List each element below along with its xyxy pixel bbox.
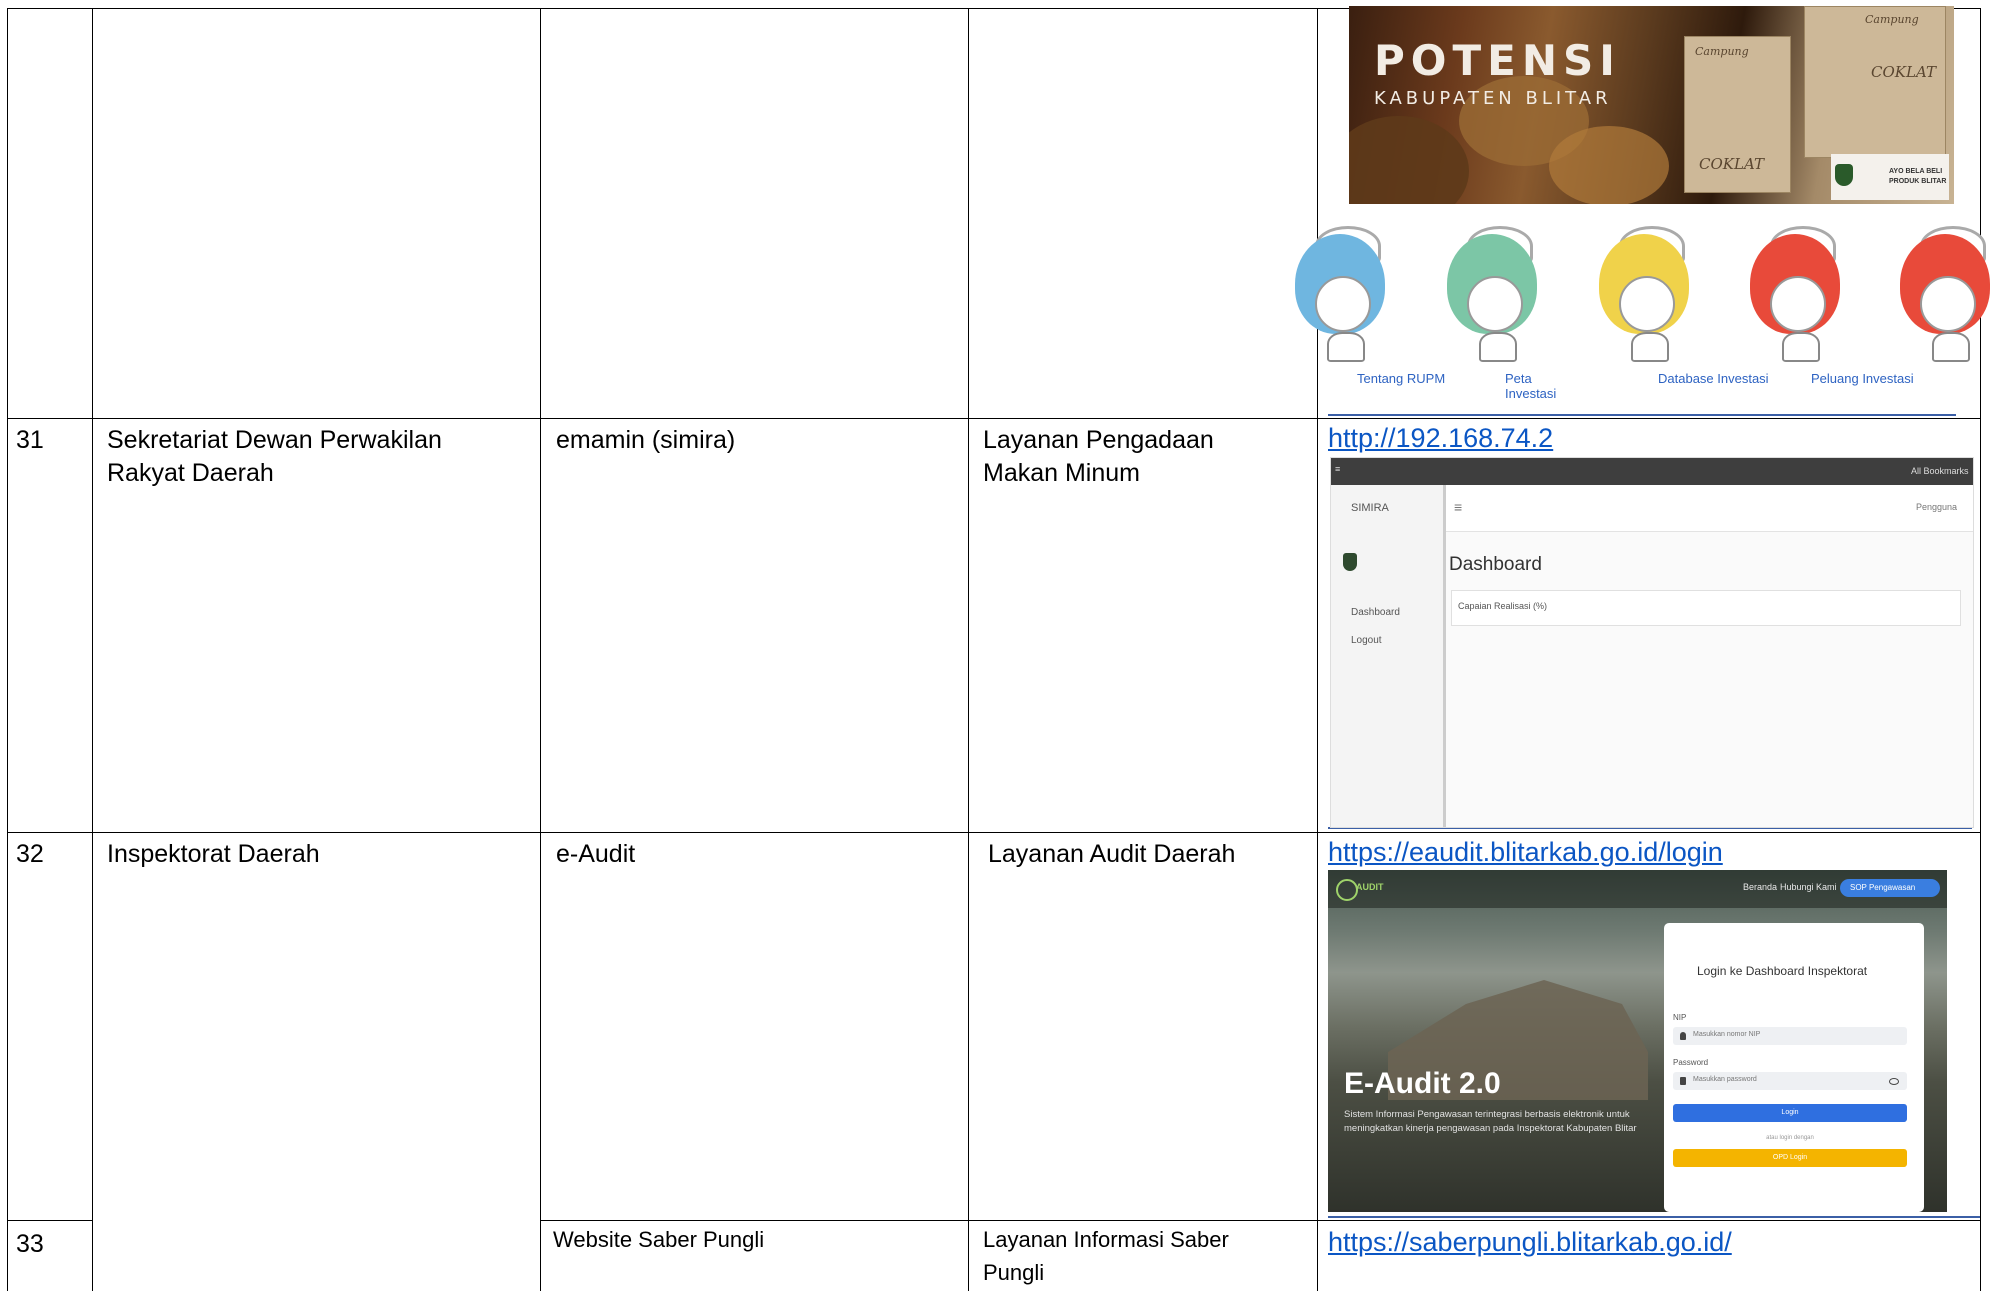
emblem-icon xyxy=(1343,553,1357,571)
simira-brand: SIMIRA xyxy=(1351,502,1389,514)
coklat-box: Campung COKLAT xyxy=(1804,6,1946,158)
row-32-opd: Inspektorat Daerah xyxy=(107,840,320,868)
mascot-icon[interactable] xyxy=(1437,226,1549,346)
row-33-url-link[interactable]: https://saberpungli.blitarkab.go.id/ xyxy=(1328,1227,1732,1257)
menu-tentang-rupm[interactable]: Tentang RUPM xyxy=(1357,371,1446,386)
row-31-opd: Sekretariat Dewan Perwakilan Rakyat Daerah xyxy=(107,426,442,487)
simira-header xyxy=(1446,485,1973,532)
row-33-service: Layanan Informasi Saber Pungli xyxy=(983,1227,1229,1285)
user-label[interactable]: Pengguna xyxy=(1916,502,1958,512)
table-border-right xyxy=(1980,8,1981,1291)
row-32-app: e-Audit xyxy=(556,840,636,868)
hamburger-icon[interactable]: ≡ xyxy=(1454,499,1463,515)
nip-label: NIP xyxy=(1673,1013,1687,1022)
row-divider-33 xyxy=(7,1220,92,1221)
simira-sidebar xyxy=(1331,485,1446,827)
eye-icon[interactable] xyxy=(1889,1078,1899,1085)
opd-login-button[interactable]: OPD Login xyxy=(1673,1149,1907,1167)
table-divider-col1 xyxy=(92,8,93,1291)
realisasi-panel xyxy=(1451,590,1961,626)
mascot-icon[interactable] xyxy=(1285,226,1397,346)
row-32-number: 32 xyxy=(16,840,44,868)
eaudit-logo: AUDIT xyxy=(1336,877,1384,899)
cocoa-pod-shape xyxy=(1549,126,1669,204)
table-divider-col3 xyxy=(968,8,969,1291)
row-32-url-link[interactable]: https://eaudit.blitarkab.go.id/login xyxy=(1328,837,1723,867)
cocoa-pod-shape xyxy=(1349,116,1469,204)
user-icon xyxy=(1680,1032,1686,1040)
row-divider-32 xyxy=(7,832,1981,833)
lock-icon xyxy=(1680,1077,1686,1085)
row-31-number: 31 xyxy=(16,426,44,454)
or-divider-text: atau login dengan xyxy=(1766,1135,1814,1141)
blitar-logo-icon xyxy=(1835,164,1853,186)
bookmarks-label: All Bookmarks xyxy=(1911,466,1969,476)
row-31-url-link[interactable]: http://192.168.74.2 xyxy=(1328,423,1554,453)
panel-title: Capaian Realisasi (%) xyxy=(1458,601,1548,611)
eaudit-screenshot xyxy=(1328,870,1947,1212)
link-underline-rule xyxy=(1328,414,1956,416)
page-title: Dashboard xyxy=(1449,554,1542,575)
menu-icon: ≡ xyxy=(1335,464,1341,474)
coklat-box: Campung COKLAT xyxy=(1684,36,1791,193)
nip-input[interactable]: Masukkan nomor NIP xyxy=(1673,1027,1907,1045)
link-underline-rule xyxy=(1328,1216,1980,1218)
simira-screenshot xyxy=(1330,457,1974,828)
sidebar-logout[interactable]: Logout xyxy=(1351,635,1382,646)
sidebar-dashboard[interactable]: Dashboard xyxy=(1351,607,1400,618)
nav-hubungi-kami[interactable]: Hubungi Kami xyxy=(1780,882,1837,892)
menu-database-investasi[interactable]: Database Investasi xyxy=(1658,371,1769,386)
eaudit-hero-title: E-Audit 2.0 xyxy=(1344,1067,1501,1100)
login-button[interactable]: Login xyxy=(1673,1104,1907,1122)
potensi-banner-image xyxy=(1349,6,1954,204)
login-card xyxy=(1664,923,1924,1212)
potensi-title: POTENSI xyxy=(1374,36,1621,85)
mascot-icon[interactable] xyxy=(1589,226,1701,346)
browser-topbar xyxy=(1331,458,1973,485)
login-title: Login ke Dashboard Inspektorat xyxy=(1697,964,1868,978)
row-divider-31 xyxy=(7,418,1981,419)
potensi-mascot-strip xyxy=(1325,206,1957,406)
password-input[interactable]: Masukkan password xyxy=(1673,1072,1907,1090)
mascot-icon[interactable] xyxy=(1740,226,1852,346)
eaudit-description: Sistem Informasi Pengawasan terintegrasi berbasis elektronik untuk meningkatkan kinerja pengawasan pada Inspektorat Kabupaten Blitar xyxy=(1344,1109,1637,1134)
eaudit-navbar xyxy=(1328,870,1947,908)
row-31-service: Layanan Pengadaan Makan Minum xyxy=(983,426,1214,487)
table-divider-col2 xyxy=(540,8,541,1291)
table-border-left xyxy=(7,8,8,1291)
mascot-icon[interactable] xyxy=(1890,226,1993,346)
row-33-app: Website Saber Pungli xyxy=(553,1227,765,1252)
ayo-bela-beli-badge: AYO BELA BELI PRODUK BLITAR xyxy=(1831,154,1949,200)
table-divider-col4 xyxy=(1317,8,1318,1291)
row-33-number: 33 xyxy=(16,1230,44,1258)
password-label: Password xyxy=(1673,1058,1709,1067)
menu-peta-investasi[interactable]: Peta Investasi xyxy=(1505,371,1557,401)
row-divider-33b xyxy=(540,1220,1981,1221)
row-31-app: emamin (simira) xyxy=(556,426,736,454)
row-32-service: Layanan Audit Daerah xyxy=(988,840,1236,868)
nav-sop-pengawasan[interactable]: SOP Pengawasan xyxy=(1840,879,1940,897)
potensi-subtitle: KABUPATEN BLITAR xyxy=(1374,88,1612,109)
menu-peluang-investasi[interactable]: Peluang Investasi xyxy=(1811,371,1914,386)
nav-beranda[interactable]: Beranda xyxy=(1743,882,1778,892)
